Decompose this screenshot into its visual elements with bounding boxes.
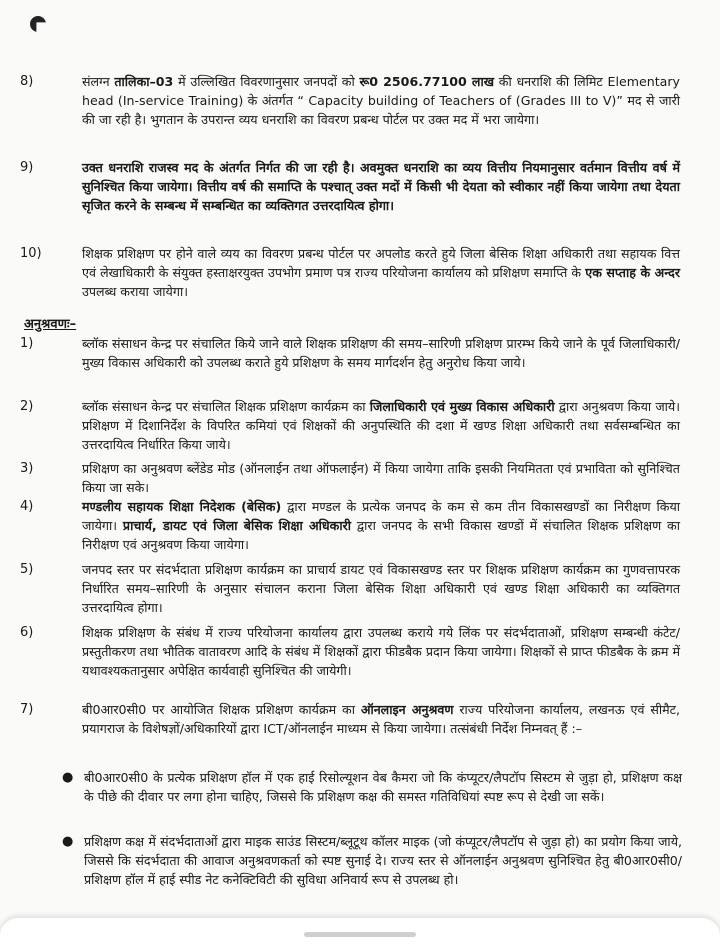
bullet-dot-icon: ● xyxy=(62,770,74,785)
item-text: ब्लॉक संसाधन केन्द्र पर संचालित किये जाने वाले शिक्षक प्रशिक्षण की समय–सारिणी प्रशिक्षण प्रारम्भ किये जाने के पूर्व जिलाधिकारी/मुख्य विकास अधिकारी को उपलब्ध कराते हुये प्रशिक्षण के समय मार्गदर्शन हेतु अनुरोध किया जाये। xyxy=(82,336,680,370)
corner-mark-icon xyxy=(30,16,46,32)
item-number: 1) xyxy=(20,336,34,351)
monitoring-1 xyxy=(20,334,680,372)
item-text: शिक्षक प्रशिक्षण के संबंध में राज्य परियोजना कार्यालय द्वारा उपलब्ध कराये गये लिंक पर संदर्भदाताओं, प्रशिक्षण सम्बन्धी कंटेट/प्रस्तुतीकरण तथा भौतिक वातावरण आदि के संबंध में शिक्षकों द्वारा फीडबैक प्रदान किया जायेगा। शिक्षकों से प्राप्त फीडबैक के क्रम में यथावश्यकतानुसार अपेक्षित कार्यवाही सुनिश्चित की जायेगी। xyxy=(82,625,680,678)
item-text: प्रशिक्षण का अनुश्रवण ब्लेंडेड मोड (ऑनलाईन तथा ऑफलाईन) में किया जायेगा ताकि इसकी नियमितता एवं प्रभाविता को सुनिश्चित किया जा सके। xyxy=(82,461,680,495)
item-text: ब्लॉक संसाधन केन्द्र पर संचालित शिक्षक प्रशिक्षण कार्यक्रम का जिलाधिकारी एवं मुख्य विकास अधिकारी द्वारा अनुश्रवण किया जाये। प्रशिक्षण में दिशानिर्देश के विपरित कमियां एवं शिक्षकों की अनुपस्थिति की दशा में खण्ड शिक्षा अधिकारी तथा सर्वसम्बन्धित का उत्तरदायित्व निर्धारित किया जाये। xyxy=(82,399,680,452)
bullet-camera xyxy=(62,768,682,806)
monitoring-7 xyxy=(20,700,680,738)
clause-text: उक्त धनराशि राजस्व मद के अंतर्गत निर्गत की जा रही है। अवमुक्त धनराशि का व्यय वित्तीय नियमानुसार वर्तमान वित्तीय वर्ष में सुनिश्चित किया जायेगा। वित्तीय वर्ष की समाप्ति के पश्चात् उक्त मदों में किसी भी देयता को स्वीकार नहीं किया जायेगा तथा देयता सृजित करने के सम्बन्ध में सम्बन्धित का व्यक्तिगत उत्तरदायित्व होगा। xyxy=(82,160,680,213)
bullet-mic xyxy=(62,832,682,889)
item-number: 4) xyxy=(20,499,34,514)
item-text: मण्डलीय सहायक शिक्षा निदेशक (बेसिक) द्वारा मण्डल के प्रत्येक जनपद के कम से कम तीन विकासखण्डों का निरीक्षण किया जायेगा। प्राचार्य, डायट एवं जिला बेसिक शिक्षा अधिकारी द्वारा जनपद के सभी विकास खण्डों में संचालित शिक्षक प्रशिक्षण का निरीक्षण एवं अनुश्रवण किया जायेगा। xyxy=(82,499,681,552)
monitoring-2 xyxy=(20,397,680,454)
item-number: 5) xyxy=(20,562,34,577)
clause-text: संलग्न तालिका–03 में उल्लिखित विवरणानुसार जनपदों को रू0 2506.77100 लाख की धनराशि की लिमिट Elementary head (In-service Training) के अंतर्गत “ Capacity building of Teachers of (Grades III to V)” मद से जारी की जा रही है। भुगतान के उपरान्त व्यय धनराशि का विवरण प्रबन्ध पोर्टल पर उक्त मद में भरा जायेगा। xyxy=(82,74,680,127)
item-number: 6) xyxy=(20,625,34,640)
clause-number: 8) xyxy=(20,74,34,89)
monitoring-4 xyxy=(20,497,680,554)
clause-number: 9) xyxy=(20,160,34,175)
monitoring-heading: अनुश्रवणः– xyxy=(24,317,77,332)
clause-8 xyxy=(20,72,680,129)
item-text: बी0आर0सी0 पर आयोजित शिक्षक प्रशिक्षण कार्यक्रम का ऑनलाइन अनुश्रवण राज्य परियोजना कार्यालय, लखनऊ एवं सीमैट, प्रयागराज के विशेषज्ञों/अधिकारियों द्वारा ICT/ऑनलाईन माध्यम से किया जायेगा। तत्संबंधी निर्देश निम्नवत् हैं :– xyxy=(82,702,680,736)
home-indicator[interactable] xyxy=(304,932,416,937)
item-number: 7) xyxy=(20,702,34,717)
item-number: 2) xyxy=(20,399,34,414)
clause-text: शिक्षक प्रशिक्षण पर होने वाले व्यय का विवरण प्रबन्ध पोर्टल पर अपलोड करते हुये जिला बेसिक शिक्षा अधिकारी तथा सहायक वित्त एवं लेखाधिकारी के संयुक्त हस्ताक्षरयुक्त उपभोग प्रमाण पत्र राज्य परियोजना कार्यालय को प्रशिक्षण समाप्ति के एक सप्ताह के अन्दर उपलब्ध कराया जायेगा। xyxy=(82,246,680,299)
bullet-text: बी0आर0सी0 के प्रत्येक प्रशिक्षण हॉल में एक हाई रिसोल्यूशन वेब कैमरा जो कि कंप्यूटर/लैपटॉप सिस्टम से जुड़ा हो, प्रशिक्षण कक्ष के पीछे की दीवार पर लगा होना चाहिए, जिससे कि प्रशिक्षण कक्ष की समस्त गतिविधियां स्पष्ट रूप से देखी जा सकें। xyxy=(84,770,682,804)
monitoring-6 xyxy=(20,623,680,680)
bullet-dot-icon: ● xyxy=(62,834,74,849)
clause-number: 10) xyxy=(20,246,42,261)
item-text: जनपद स्तर पर संदर्भदाता प्रशिक्षण कार्यक्रम का प्राचार्य डायट एवं विकासखण्ड स्तर पर शिक्षक प्रशिक्षण कार्यक्रम का गुणवत्तापरक निर्धारित समय–सारिणी के अनुसार संचालन कराना जिला बेसिक शिक्षा अधिकारी एवं खण्ड शिक्षा अधिकारी का व्यक्तिगत उत्तरदायित्व होगा। xyxy=(82,562,680,615)
item-number: 3) xyxy=(20,461,34,476)
bullet-text: प्रशिक्षण कक्ष में संदर्भदाताओं द्वारा माइक साउंड सिस्टम/ब्लूटूथ कॉलर माइक (जो कंप्यूटर/लैपटॉप से जुड़ा हो) का प्रयोग किया जाये, जिससे कि संदर्भदाता की आवाज अनुश्रवणकर्ता को स्पष्ट सुनाई दे। राज्य स्तर से ऑनलाईन अनुश्रवण सुनिश्चित हेतु बी0आर0सी0/प्रशिक्षण हॉल में हाई स्पीड नेट कनेक्टिविटी की सुविधा अनिवार्य रूप से उपलब्ध हो। xyxy=(84,834,682,887)
clause-10 xyxy=(20,244,680,301)
clause-9 xyxy=(20,158,680,215)
monitoring-3 xyxy=(20,459,680,497)
monitoring-5 xyxy=(20,560,680,617)
